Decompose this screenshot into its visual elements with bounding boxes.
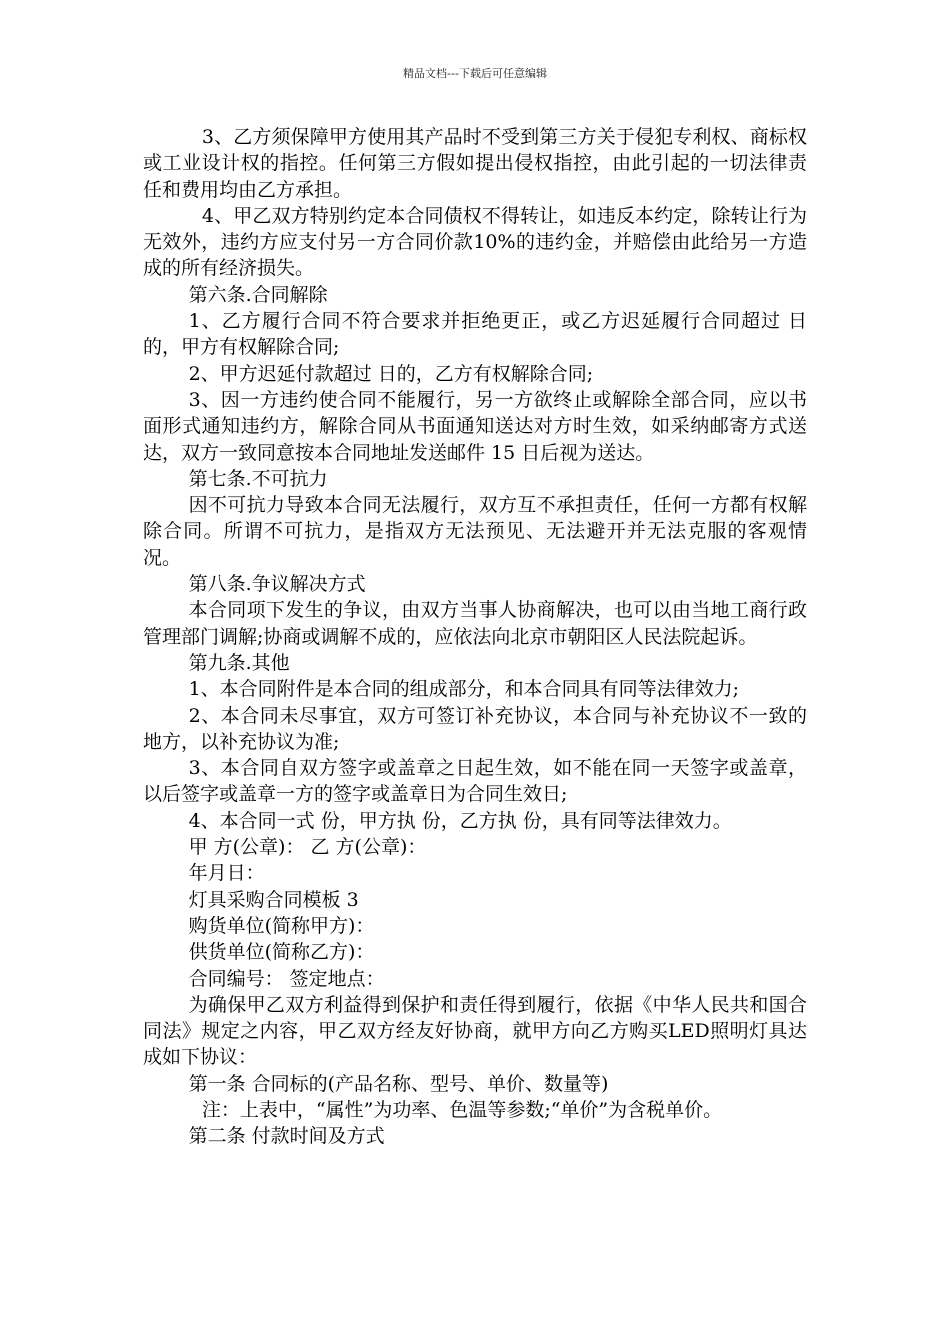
article-8-paragraph: 本合同项下发生的争议，由双方当事人协商解决，也可以由当地工商行政管理部门调解;协商或调解不成的，应依法向北京市朝阳区人民法院起诉。	[143, 599, 807, 648]
article-1-heading: 第一条 合同标的(产品名称、型号、单价、数量等)	[188, 1072, 609, 1095]
clause-4-paragraph: 4、甲乙双方特别约定本合同债权不得转让，如违反本约定，除转让行为无效外，违约方应支付另一方合同价款10%的违约金，并赔偿由此给另一方造成的所有经济损失。	[143, 204, 807, 280]
template-title: 灯具采购合同模板 3	[188, 888, 359, 911]
article-6-item-1: 1、乙方履行合同不符合要求并拒绝更正，或乙方迟延履行合同超过 日的，甲方有权解除合同;	[143, 310, 807, 359]
clause-3-paragraph: 3、乙方须保障甲方使用其产品时不受到第三方关于侵犯专利权、商标权或工业设计权的指控。任何第三方假如提出侵权指控，由此引起的一切法律责任和费用均由乙方承担。	[143, 126, 807, 201]
contract-number-line: 合同编号： 签定地点：	[188, 967, 385, 990]
article-6-item-3: 3、因一方违约使合同不能履行，另一方欲终止或解除全部合同，应以书面形式通知违约方，解除合同从书面通知送达对方时生效，如采纳邮寄方式送达，双方一致同意按本合同地址发送邮件 15 日后视为送达。	[143, 388, 807, 464]
note-paragraph: 注：上表中，“属性”为功率、色温等参数;“单价”为含税单价。	[201, 1098, 723, 1121]
supplier-line: 供货单位(简称乙方)：	[188, 941, 375, 964]
date-line: 年月日：	[188, 862, 265, 885]
page-header: 精品文档---下载后可任意编辑	[403, 67, 547, 80]
article-7-heading: 第七条.不可抗力	[188, 467, 328, 490]
document-body	[143, 124, 807, 1150]
article-9-heading: 第九条.其他	[188, 651, 290, 674]
article-9-item-1: 1、本合同附件是本合同的组成部分，和本合同具有同等法律效力;	[188, 678, 740, 701]
article-7-paragraph: 因不可抗力导致本合同无法履行，双方互不承担责任，任何一方都有权解除合同。所谓不可抗力，是指双方无法预见、无法避开并无法克服的客观情况。	[143, 494, 807, 569]
article-6-heading: 第六条.合同解除	[188, 283, 328, 306]
article-6-item-2: 2、甲方迟延付款超过 日的，乙方有权解除合同;	[188, 362, 594, 385]
preamble-paragraph: 为确保甲乙双方利益得到保护和责任得到履行，依据《中华人民共和国合同法》规定之内容，甲乙双方经友好协商，就甲方向乙方购买LED照明灯具达成如下协议：	[143, 993, 807, 1069]
article-2-heading: 第二条 付款时间及方式	[188, 1125, 385, 1148]
article-9-item-2: 2、本合同未尽事宜，双方可签订补充协议，本合同与补充协议不一致的地方，以补充协议为准;	[143, 704, 807, 753]
buyer-line: 购货单位(简称甲方)：	[188, 914, 375, 937]
signature-line: 甲 方(公章)： 乙 方(公章)：	[188, 836, 427, 859]
article-9-item-3: 3、本合同自双方签字或盖章之日起生效，如不能在同一天签字或盖章，以后签字或盖章一方的签字或盖章日为合同生效日;	[143, 757, 807, 806]
article-8-heading: 第八条.争议解决方式	[188, 573, 366, 596]
article-9-item-4: 4、本合同一式 份，甲方执 份，乙方执 份，具有同等法律效力。	[188, 809, 732, 832]
